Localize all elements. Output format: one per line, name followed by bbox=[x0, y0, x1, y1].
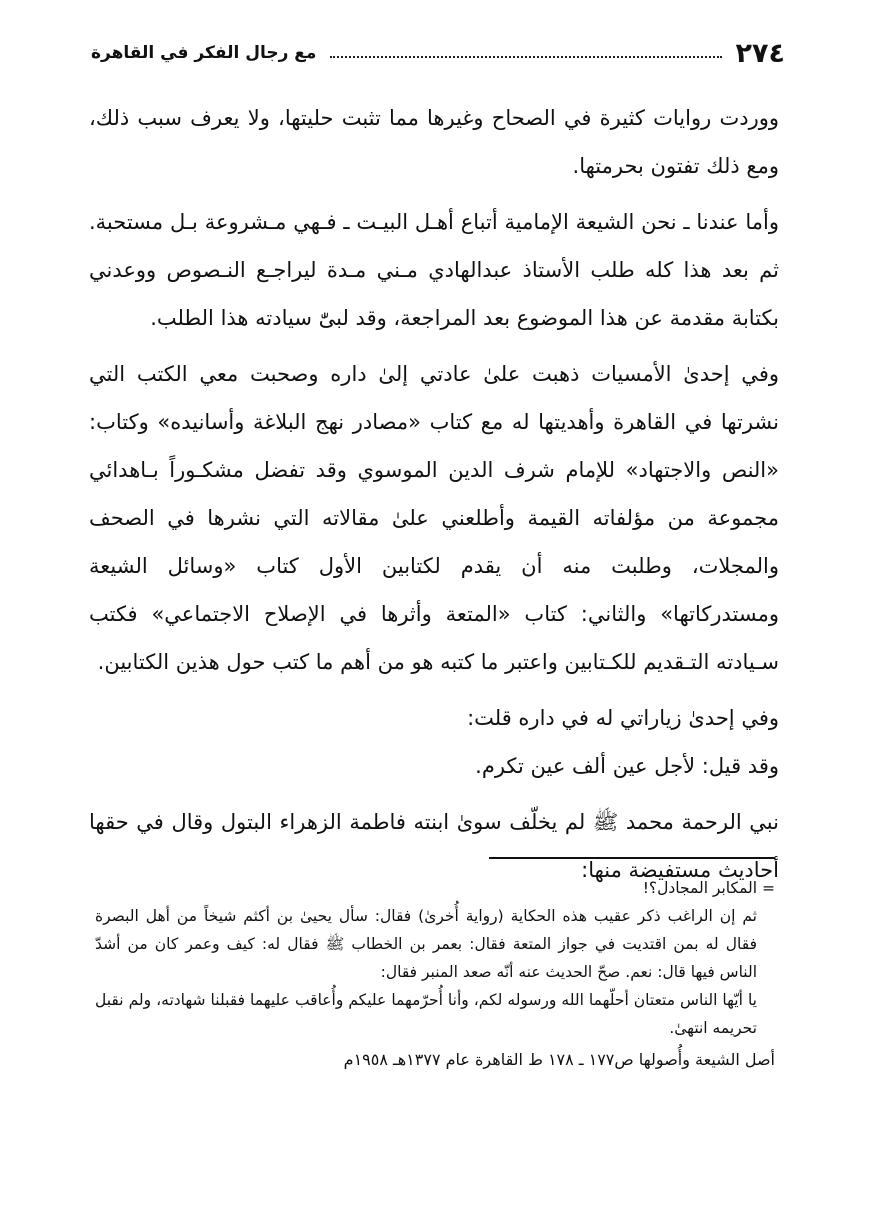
footnote-line-1: = المكابر المجادل؟! bbox=[642, 879, 775, 897]
paragraph-4: وفي إحدىٰ زياراتي له في داره قلت: bbox=[467, 706, 779, 730]
paragraph-1: ووردت روايات كثيرة في الصحاح وغيرها مما تثبت حليتها، ولا يعرف سبب ذلك، ومع ذلك تفتون بحرمتها. bbox=[89, 106, 779, 178]
footnote-line-3: يا أيّها الناس متعتان أحلّهما الله ورسوله لكم، وأنا أُحرّمهما عليكم وأُعاقب عليهما فقبلنا شهادته، ولم نقبل تحريمه انتهىٰ. bbox=[95, 991, 757, 1037]
footnote-line-2: ثم إن الراغب ذكر عقيب هذه الحكاية (رواية أُخرىٰ) فقال: سأل يحيىٰ بن أكثم شيخاً من أهل البصرة فقال له بمن اقتديت في جواز المتعة فقال: بعمر بن الخطاب ﷺ فقال له: كيف وعمر كان من أشدّ الناس فيها قال: نعم. صحّ الحديث عنه أنّه صعد المنبر فقال: bbox=[95, 907, 757, 981]
footnote-source: أصل الشيعة وأُصولها ص١٧٧ ـ ١٧٨ ط القاهرة عام ١٣٧٧هـ ١٩٥٨م bbox=[343, 1050, 775, 1069]
paragraph-3: وفي إحدىٰ الأمسيات ذهبت علىٰ عادتي إلىٰ داره وصحبت معي الكتب التي نشرتها في القاهرة وأهديتها له مع كتاب «مصادر نهج البلاغة وأسانيده» وكتاب: «النص والاجتهاد» للإمام شرف الدين الموسوي وقد تفضل مشكـوراً بـاهدائي مجموعة من مؤلفاته القيمة وأطلعني علىٰ مقالاته التي نشرها في الصحف والمجلات، وطلبت منه أن يقدم لكتابين الأول كتاب «وسائل الشيعة ومستدركاتها» والثاني: كتاب «المتعة وأثرها في الإصلاح الاجتماعي» فكتب سـيادته التـقديم للكـتابين واعتبر ما كتبه هو من أهم ما كتب حول هذين الكتابين. bbox=[89, 362, 779, 674]
footnotes bbox=[95, 874, 775, 1074]
running-header bbox=[91, 36, 785, 70]
running-header-title: مع رجال الفكر في القاهرة bbox=[91, 43, 317, 63]
paragraph-5: وقد قيل: لأجل عين ألف عين تكرم. bbox=[475, 754, 779, 778]
paragraph-6: نبي الرحمة محمد ﷺ لم يخلّف سوىٰ ابنته فاطمة الزهراء البتول وقال في حقها أحاديث مستفيضة منها: bbox=[89, 810, 779, 882]
page-number: ٢٧٤ bbox=[735, 37, 785, 69]
footnote-divider bbox=[489, 857, 775, 859]
paragraph-2: وأما عندنا ـ نحن الشيعة الإمامية أتباع أهـل البيـت ـ فـهي مـشروعة بـل مستحبة. ثم بعد هذا كله طلب الأستاذ عبدالهادي مـني مـدة ليراجـع النـصوص ووعدني بكتابة مقدمة عن هذا الموضوع بعد المراجعة، وقد لبىّٰ سيادته هذا الطلب. bbox=[89, 210, 779, 330]
main-text bbox=[89, 94, 779, 902]
dotted-leader bbox=[330, 55, 721, 58]
